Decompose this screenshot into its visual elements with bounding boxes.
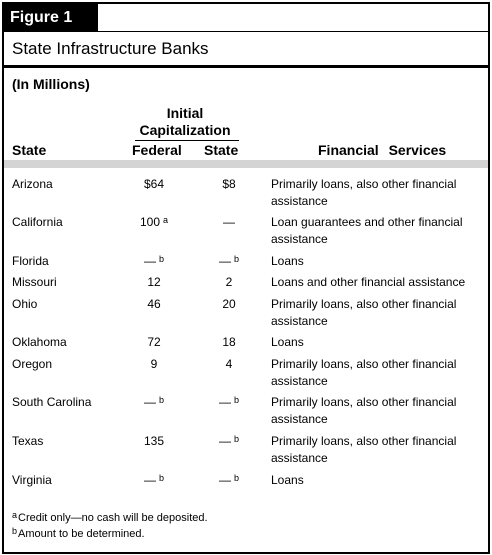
federal-amount: 12	[147, 275, 161, 289]
figure-label: Figure 1	[4, 4, 98, 31]
state-footnote-marker: b	[233, 395, 239, 405]
financial-services-text: Loans and other financial assistance	[271, 275, 466, 289]
state-footnote-marker: b	[233, 473, 239, 483]
capitalization-group-header: Initial Capitalization	[139, 105, 231, 138]
financial-services-text: Loans	[271, 254, 304, 268]
state-amount-cell	[209, 472, 249, 489]
title-divider	[4, 65, 488, 68]
state-amount: $8	[222, 177, 236, 191]
financial-services-text: Primarily loans, also other financial assistance	[271, 395, 457, 426]
state-name: Texas	[12, 434, 44, 448]
state-amount-cell	[209, 356, 249, 373]
state-amount: —	[223, 215, 235, 229]
state-amount: 2	[225, 275, 233, 289]
federal-amount: 100	[139, 215, 160, 229]
federal-amount-cell	[134, 356, 174, 373]
state-footnote-marker: b	[233, 434, 239, 444]
state-amount: —	[218, 434, 231, 448]
state-amount-cell	[209, 334, 249, 351]
federal-footnote-marker: b	[158, 473, 164, 483]
financial-services-text: Loans	[271, 335, 304, 349]
state-name: California	[12, 215, 63, 229]
financial-services-text: Loans	[271, 473, 304, 487]
state-amount: 20	[222, 297, 236, 311]
footnote	[12, 527, 145, 541]
federal-amount-cell	[134, 334, 174, 351]
federal-amount-cell	[134, 472, 174, 489]
column-header-federal: Federal	[132, 142, 182, 158]
state-amount-cell	[209, 214, 249, 231]
federal-amount: 9	[150, 357, 158, 371]
state-amount: 4	[225, 357, 233, 371]
federal-amount-cell	[134, 274, 174, 291]
federal-footnote-marker: a	[163, 215, 169, 225]
financial-services-text: Primarily loans, also other financial assistance	[271, 434, 457, 465]
state-name: Virginia	[12, 473, 52, 487]
units-subtitle: (In Millions)	[12, 76, 90, 92]
state-footnote-marker: b	[233, 254, 239, 264]
state-amount-cell	[209, 433, 249, 450]
footnote	[12, 511, 208, 525]
state-amount-cell	[209, 274, 249, 291]
federal-amount-cell	[134, 296, 174, 313]
federal-amount: 135	[143, 434, 165, 448]
financial-services-text: Loan guarantees and other financial assistance	[271, 215, 463, 246]
state-name: Arizona	[12, 177, 53, 191]
state-amount: —	[218, 254, 231, 268]
financial-services-text: Primarily loans, also other financial assistance	[271, 297, 457, 328]
state-name: South Carolina	[12, 395, 92, 409]
state-name: Missouri	[12, 275, 57, 289]
column-header-state: State	[12, 142, 47, 158]
figure-frame	[2, 2, 490, 554]
federal-amount: $64	[143, 177, 165, 191]
financial-services-text: Primarily loans, also other financial assistance	[271, 357, 457, 388]
footnote-text: Credit only—no cash will be deposited.	[18, 512, 208, 524]
state-name: Florida	[12, 254, 49, 268]
column-header-financial-services: Financial Services	[318, 142, 447, 158]
title-rule	[4, 31, 488, 32]
figure-title: State Infrastructure Banks	[12, 39, 209, 58]
state-name: Ohio	[12, 297, 38, 311]
state-amount: —	[218, 473, 231, 487]
state-amount-cell	[209, 296, 249, 313]
financial-services-text: Primarily loans, also other financial assistance	[271, 177, 457, 208]
group-header-rule	[135, 140, 239, 141]
federal-amount-cell	[134, 394, 174, 411]
state-name: Oklahoma	[12, 335, 67, 349]
federal-amount: —	[143, 473, 156, 487]
state-amount: —	[218, 395, 231, 409]
federal-footnote-marker: b	[158, 395, 164, 405]
footnote-text: Amount to be determined.	[18, 528, 145, 540]
footnote-marker: b	[12, 526, 18, 536]
footnote-marker: a	[12, 510, 18, 520]
header-shading-band	[4, 160, 488, 168]
federal-amount: —	[143, 395, 156, 409]
state-amount-cell	[209, 394, 249, 411]
federal-footnote-marker: b	[158, 254, 164, 264]
state-amount-cell	[209, 176, 249, 193]
column-header-state-capitalization: State	[204, 142, 239, 158]
federal-amount-cell	[134, 176, 174, 193]
federal-amount-cell	[134, 214, 174, 231]
federal-amount: —	[143, 254, 156, 268]
state-amount: 18	[222, 335, 236, 349]
state-amount-cell	[209, 253, 249, 270]
federal-amount-cell	[134, 433, 174, 450]
federal-amount: 72	[147, 335, 161, 349]
federal-amount: 46	[147, 297, 161, 311]
state-name: Oregon	[12, 357, 53, 371]
federal-amount-cell	[134, 253, 174, 270]
